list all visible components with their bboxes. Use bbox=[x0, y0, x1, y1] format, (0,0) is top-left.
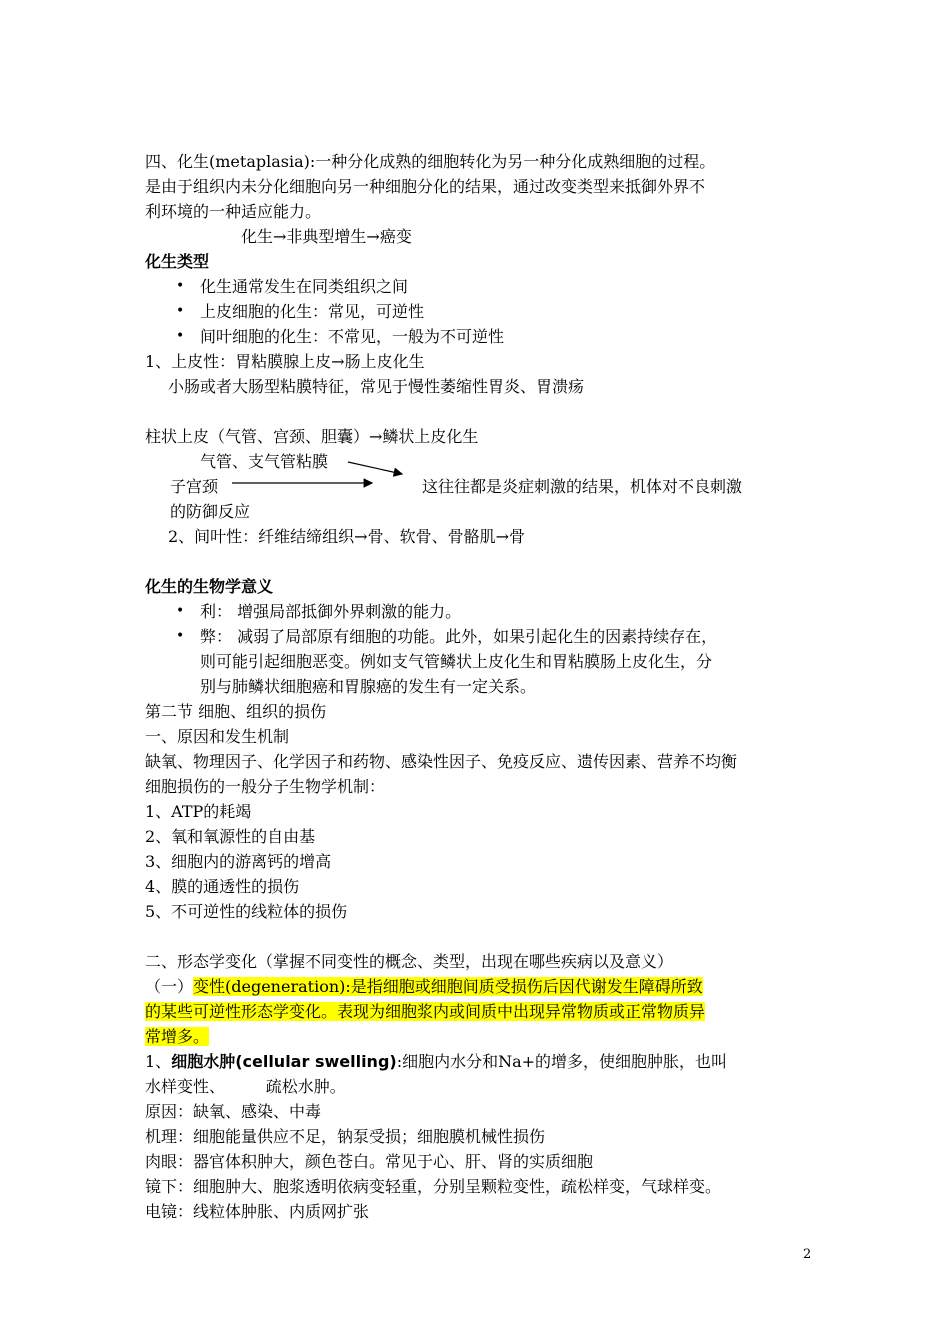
swelling-term: 细胞水肿(cellular swelling) bbox=[171, 1052, 397, 1071]
section-title: 第二节 细胞、组织的损伤 bbox=[145, 702, 327, 721]
causes-list: 缺氧、物理因子、化学因子和药物、感染性因子、免疫反应、遗传因素、营养不均衡 bbox=[145, 752, 738, 771]
type-bullet-1: 化生通常发生在同类组织之间 bbox=[200, 277, 409, 296]
swelling-definition: :细胞内水分和Na+的增多，使细胞肿胀，也叫 bbox=[396, 1052, 728, 1071]
bullet-icon: • bbox=[176, 328, 185, 344]
bullet-icon: • bbox=[176, 278, 185, 294]
harm-item-line1: 弊： 减弱了局部原有细胞的功能。此外，如果引起化生的因素持续存在， bbox=[200, 627, 718, 646]
cellular-swelling-line2: 水样变性、 疏松水肿。 bbox=[145, 1077, 346, 1096]
metaplasia-definition-line1: 四、化生(metaplasia):一种分化成熟的细胞转化为另一种分化成熟细胞的过程。 bbox=[145, 152, 716, 171]
mechanism-heading: 细胞损伤的一般分子生物学机制： bbox=[145, 777, 386, 796]
mesenchymal-metaplasia: 2、间叶性：纤维结缔组织→骨、软骨、骨骼肌→骨 bbox=[168, 527, 525, 546]
inflammation-note-line2: 的防御反应 bbox=[170, 502, 251, 521]
swelling-cause: 原因：缺氧、感染、中毒 bbox=[145, 1102, 322, 1121]
cellular-swelling-line1 bbox=[145, 1049, 727, 1074]
degeneration-definition-cont: 的某些可逆性形态学变化。表现为细胞浆内或间质中出现异常物质或正常物质异 bbox=[145, 1002, 706, 1021]
morphology-heading: 二、形态学变化（掌握不同变性的概念、类型，出现在哪些疾病以及意义） bbox=[145, 952, 674, 971]
degeneration-prefix: （一） bbox=[145, 977, 194, 996]
metaplasia-definition-line3: 利环境的一种适应能力。 bbox=[145, 202, 322, 221]
swelling-mechanism: 机理：细胞能量供应不足，钠泵受损；细胞膜机械性损伤 bbox=[145, 1127, 546, 1146]
metaplasia-sequence: 化生→非典型增生→癌变 bbox=[241, 227, 412, 246]
metaplasia-definition-line2: 是由于组织内未分化细胞向另一种细胞分化的结果，通过改变类型来抵御外界不 bbox=[145, 177, 706, 196]
columnar-epithelium: 柱状上皮（气管、宫颈、胆囊）→鳞状上皮化生 bbox=[145, 427, 479, 446]
mechanism-item-1: 1、ATP的耗竭 bbox=[145, 802, 252, 821]
harm-item-line2: 则可能引起细胞恶变。例如支气管鳞状上皮化生和胃粘膜肠上皮化生，分 bbox=[200, 652, 713, 671]
arrow-icon bbox=[348, 462, 402, 474]
mechanism-item-2: 2、氧和氧源性的自由基 bbox=[145, 827, 316, 846]
degeneration-definition-end: 常增多。 bbox=[145, 1027, 210, 1046]
epithelial-metaplasia: 1、上皮性：胃粘膜腺上皮→肠上皮化生 bbox=[145, 352, 425, 371]
mechanism-item-4: 4、膜的通透性的损伤 bbox=[145, 877, 300, 896]
degeneration-line1 bbox=[145, 974, 703, 999]
bullet-icon: • bbox=[176, 603, 185, 619]
epithelial-note: 小肠或者大肠型粘膜特征，常见于慢性萎缩性胃炎、胃溃疡 bbox=[168, 377, 585, 396]
benefit-item: 利： 增强局部抵御外界刺激的能力。 bbox=[200, 602, 462, 621]
bullet-icon: • bbox=[176, 628, 185, 644]
swelling-number: 1、 bbox=[145, 1052, 172, 1071]
significance-heading: 化生的生物学意义 bbox=[145, 577, 274, 596]
type-bullet-3: 间叶细胞的化生：不常见，一般为不可逆性 bbox=[200, 327, 505, 346]
causes-heading: 一、原因和发生机制 bbox=[145, 727, 290, 746]
harm-item-line3: 别与肺鳞状细胞癌和胃腺癌的发生有一定关系。 bbox=[200, 677, 537, 696]
swelling-gross: 肉眼：器官体积肿大，颜色苍白。常见于心、肝、肾的实质细胞 bbox=[145, 1152, 594, 1171]
bullet-icon: • bbox=[176, 303, 185, 319]
mechanism-item-3: 3、细胞内的游离钙的增高 bbox=[145, 852, 332, 871]
degeneration-line2 bbox=[145, 999, 705, 1024]
cervix-label: 子宫颈 bbox=[170, 477, 219, 496]
degeneration-definition: 变性(degeneration):是指细胞或细胞间质受损伤后因代谢发生障碍所致 bbox=[193, 977, 703, 996]
type-bullet-2: 上皮细胞的化生：常见，可逆性 bbox=[200, 302, 425, 321]
bronchus-mucosa: 气管、支气管粘膜 bbox=[200, 452, 329, 471]
degeneration-line3 bbox=[145, 1024, 209, 1049]
inflammation-note-line1: 这往往都是炎症刺激的结果，机体对不良刺激 bbox=[422, 477, 743, 496]
page-number: 2 bbox=[803, 1247, 812, 1262]
swelling-electron-microscopy: 电镜：线粒体肿胀、内质网扩张 bbox=[145, 1202, 370, 1221]
mechanism-item-5: 5、不可逆性的线粒体的损伤 bbox=[145, 902, 348, 921]
swelling-microscopy: 镜下：细胞肿大、胞浆透明依病变轻重，分别呈颗粒变性，疏松样变，气球样变。 bbox=[145, 1177, 722, 1196]
metaplasia-types-heading: 化生类型 bbox=[145, 252, 210, 271]
